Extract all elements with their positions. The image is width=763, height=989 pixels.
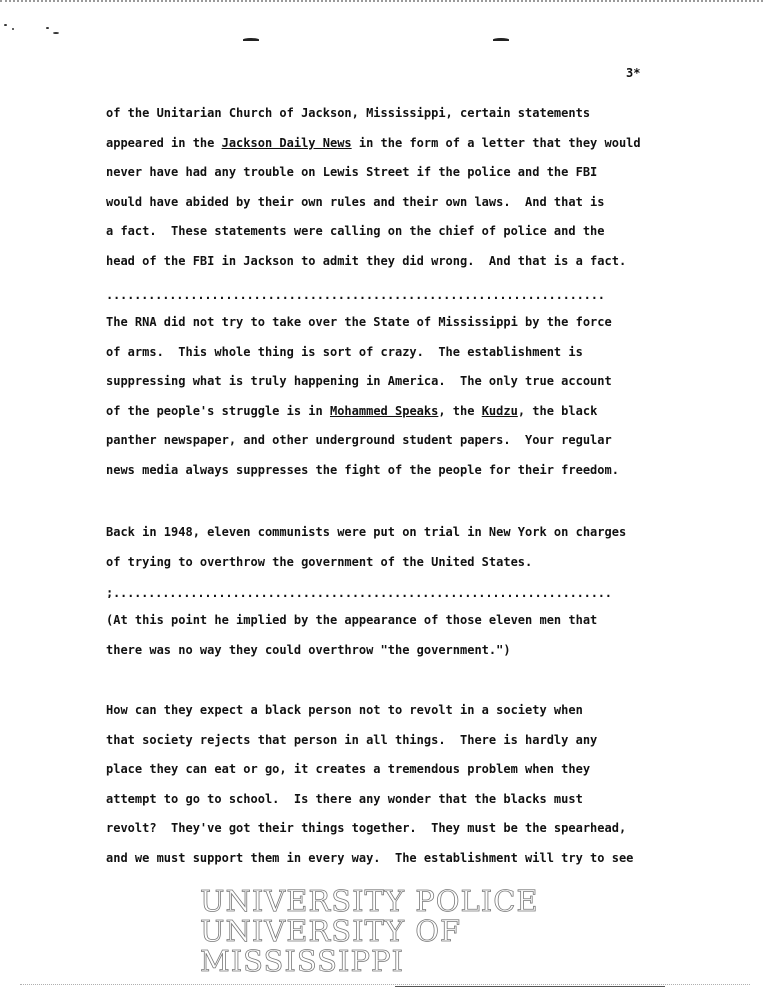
text-segment: , the black bbox=[517, 403, 598, 418]
dotted-divider: ....................................................................... bbox=[106, 288, 605, 300]
text-line: head of the FBI in Jackson to admit they did wrong. And that is a fact. bbox=[106, 253, 627, 268]
paragraph-5 bbox=[106, 696, 706, 874]
text-line: Back in 1948, eleven communists were put on trial in New York on charges bbox=[106, 525, 627, 539]
stamp-line-2: UNIVERSITY OF MISSISSIPPI bbox=[200, 914, 462, 978]
binding-mark-right bbox=[493, 38, 509, 41]
scan-speck bbox=[12, 28, 14, 30]
text-line: there was no way they could overthrow "the government.") bbox=[106, 642, 511, 657]
text-line: (At this point he implied by the appearance of those eleven men that bbox=[106, 613, 598, 627]
text-line: revolt? They've got their things together. They must be the spearhead, bbox=[106, 821, 627, 836]
text-line: of trying to overthrow the government of the United States. bbox=[106, 554, 533, 569]
university-police-stamp bbox=[200, 886, 600, 976]
underlined-title: Jackson Daily News bbox=[221, 135, 352, 150]
text-line: that society rejects that person in all things. There is hardly any bbox=[106, 732, 598, 747]
text-line: place they can eat or go, it creates a tremendous problem when they bbox=[106, 762, 591, 777]
text-line: attempt to go to school. Is there any wonder that the blacks must bbox=[106, 791, 583, 806]
paragraph-1 bbox=[106, 99, 706, 277]
page-top-edge bbox=[0, 0, 763, 2]
scan-speck bbox=[46, 27, 49, 29]
text-line: and we must support them in every way. The establishment will try to see bbox=[106, 850, 634, 865]
text-line: suppressing what is truly happening in America. The only true account bbox=[106, 374, 612, 389]
text-line: a fact. These statements were calling on the chief of police and the bbox=[106, 224, 605, 239]
underlined-title: Kudzu bbox=[481, 403, 518, 418]
text-line: of the Unitarian Church of Jackson, Mississippi, certain statements bbox=[106, 106, 591, 120]
text-line: of arms. This whole thing is sort of crazy. The establishment is bbox=[106, 344, 583, 359]
text-line: How can they expect a black person not to revolt in a society when bbox=[106, 703, 583, 717]
page-bottom-rule bbox=[395, 986, 665, 987]
paragraph-4-note bbox=[106, 606, 706, 665]
page-number: 3* bbox=[626, 66, 641, 80]
text-segment: of the people's struggle is in bbox=[106, 403, 330, 418]
text-line: never have had any trouble on Lewis Street if the police and the FBI bbox=[106, 165, 598, 180]
page-bottom-edge bbox=[20, 984, 750, 985]
text-line bbox=[106, 397, 706, 427]
dotted-divider: ;....................................................................... bbox=[106, 586, 612, 598]
text-line: panther newspaper, and other underground student papers. Your regular bbox=[106, 433, 612, 448]
text-line: The RNA did not try to take over the State of Mississippi by the force bbox=[106, 315, 612, 329]
paragraph-3 bbox=[106, 518, 706, 577]
binding-mark-left bbox=[243, 38, 259, 41]
scan-speck bbox=[4, 24, 7, 26]
underlined-title: Mohammed Speaks bbox=[329, 403, 439, 418]
text-segment: appeared in the bbox=[106, 135, 222, 150]
scan-speck bbox=[53, 32, 59, 34]
text-line: news media always suppresses the fight of the people for their freedom. bbox=[106, 462, 619, 477]
text-segment: , the bbox=[438, 403, 482, 418]
text-line bbox=[106, 129, 706, 159]
text-line: would have abided by their own rules and their own laws. And that is bbox=[106, 194, 605, 209]
stamp-line-1: UNIVERSITY POLICE bbox=[200, 884, 539, 918]
text-segment: in the form of a letter that they would bbox=[351, 135, 641, 150]
paragraph-2 bbox=[106, 308, 706, 486]
